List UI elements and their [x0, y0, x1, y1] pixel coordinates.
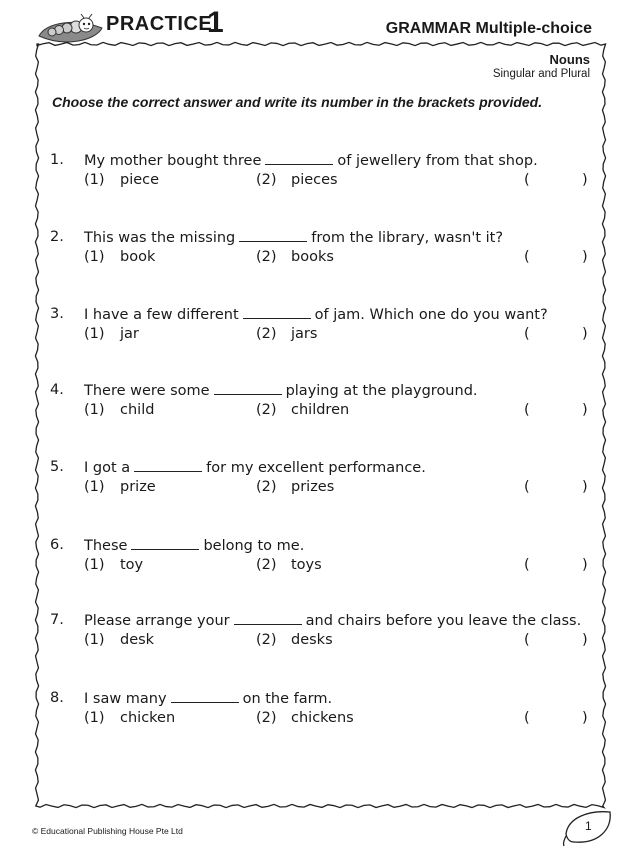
option-1-text: prize — [120, 479, 156, 495]
option-1-text: jar — [120, 326, 139, 342]
option-1-text: toy — [120, 557, 144, 573]
option-1-number: (1) — [84, 557, 105, 573]
answer-bracket-close[interactable]: ) — [582, 249, 588, 265]
answer-bracket-close[interactable]: ) — [582, 172, 588, 188]
option-2-number: (2) — [256, 249, 277, 265]
stem-after-blank: on the farm. — [242, 691, 333, 707]
stem-before-blank: Please arrange your — [84, 613, 230, 629]
subject-heading — [386, 20, 592, 38]
topic-subtitle: Singular and Plural — [492, 68, 590, 80]
stem-after-blank: playing at the playground. — [285, 383, 478, 399]
option-2-text: chickens — [291, 710, 354, 726]
answer-bracket-open[interactable]: ( — [524, 249, 530, 265]
question-item — [50, 306, 595, 354]
question-item — [50, 690, 595, 738]
stem-before-blank: I got a — [84, 460, 131, 476]
answer-bracket-open[interactable]: ( — [524, 479, 530, 495]
answer-bracket-open[interactable]: ( — [524, 326, 530, 342]
topic-block — [493, 52, 590, 80]
question-stem — [84, 690, 332, 707]
option-2-text: desks — [291, 632, 333, 648]
option-2-text: prizes — [291, 479, 335, 495]
option-1-text: chicken — [120, 710, 176, 726]
question-item — [50, 152, 595, 200]
question-stem — [84, 612, 581, 629]
option-1-text: desk — [120, 632, 155, 648]
question-number: 2. — [50, 229, 64, 245]
stem-before-blank: This was the missing — [84, 230, 236, 246]
question-number: 5. — [50, 459, 64, 475]
question-item — [50, 612, 595, 660]
answer-bracket-close[interactable]: ) — [582, 557, 588, 573]
question-number: 3. — [50, 306, 64, 322]
option-2-text: books — [291, 249, 334, 265]
option-2-text: jars — [291, 326, 318, 342]
subject-type: Multiple-choice — [475, 20, 592, 37]
answer-blank[interactable] — [243, 306, 311, 319]
stem-before-blank: My mother bought three — [84, 153, 262, 169]
stem-before-blank: I have a few different — [84, 307, 239, 323]
copyright-text: © Educational Publishing House Pte Ltd — [32, 826, 183, 836]
practice-label: PRACTICE — [106, 13, 213, 35]
answer-blank[interactable] — [265, 152, 333, 165]
answer-blank[interactable] — [234, 612, 302, 625]
option-2-text: pieces — [291, 172, 338, 188]
question-stem — [84, 306, 548, 323]
question-stem — [84, 382, 478, 399]
option-1-number: (1) — [84, 632, 105, 648]
answer-bracket-close[interactable]: ) — [582, 402, 588, 418]
answer-bracket-close[interactable]: ) — [582, 632, 588, 648]
question-number: 6. — [50, 537, 64, 553]
stem-after-blank: and chairs before you leave the class. — [305, 613, 582, 629]
stem-after-blank: from the library, wasn't it? — [311, 230, 504, 246]
question-stem — [84, 537, 304, 554]
question-number: 7. — [50, 612, 64, 628]
page-number: 1 — [585, 819, 592, 833]
stem-after-blank: of jam. Which one do you want? — [314, 307, 548, 323]
option-1-number: (1) — [84, 172, 105, 188]
question-stem — [84, 459, 426, 476]
answer-blank[interactable] — [134, 459, 202, 472]
option-2-number: (2) — [256, 402, 277, 418]
option-2-number: (2) — [256, 710, 277, 726]
option-2-text: children — [291, 402, 350, 418]
question-stem — [84, 152, 538, 169]
stem-after-blank: for my excellent performance. — [206, 460, 426, 476]
subject-bold: GRAMMAR — [385, 20, 472, 37]
option-1-number: (1) — [84, 479, 105, 495]
option-2-number: (2) — [256, 557, 277, 573]
answer-bracket-open[interactable]: ( — [524, 710, 530, 726]
question-number: 1. — [50, 152, 64, 168]
answer-blank[interactable] — [171, 690, 239, 703]
answer-bracket-close[interactable]: ) — [582, 479, 588, 495]
question-item — [50, 229, 595, 277]
option-1-number: (1) — [84, 249, 105, 265]
option-1-number: (1) — [84, 326, 105, 342]
stem-before-blank: There were some — [84, 383, 210, 399]
topic-title: Nouns — [549, 52, 590, 67]
question-stem — [84, 229, 503, 246]
practice-number: 1 — [207, 6, 224, 39]
stem-before-blank: I saw many — [84, 691, 167, 707]
answer-bracket-open[interactable]: ( — [524, 632, 530, 648]
question-item — [50, 459, 595, 507]
option-1-text: book — [120, 249, 156, 265]
stem-before-blank: These — [84, 538, 128, 554]
option-1-number: (1) — [84, 402, 105, 418]
option-1-number: (1) — [84, 710, 105, 726]
answer-bracket-close[interactable]: ) — [582, 326, 588, 342]
option-1-text: child — [120, 402, 155, 418]
stem-after-blank: of jewellery from that shop. — [337, 153, 538, 169]
question-item — [50, 382, 595, 430]
option-2-number: (2) — [256, 479, 277, 495]
option-2-number: (2) — [256, 632, 277, 648]
answer-bracket-open[interactable]: ( — [524, 172, 530, 188]
answer-bracket-close[interactable]: ) — [582, 710, 588, 726]
answer-blank[interactable] — [131, 537, 199, 550]
instruction-text: Choose the correct answer and write its number in the brackets provided. — [52, 94, 543, 110]
question-item — [50, 537, 595, 585]
answer-blank[interactable] — [214, 382, 282, 395]
answer-bracket-open[interactable]: ( — [524, 402, 530, 418]
answer-blank[interactable] — [239, 229, 307, 242]
answer-bracket-open[interactable]: ( — [524, 557, 530, 573]
question-number: 4. — [50, 382, 64, 398]
option-1-text: piece — [120, 172, 160, 188]
stem-after-blank: belong to me. — [203, 538, 305, 554]
option-2-text: toys — [291, 557, 322, 573]
option-2-number: (2) — [256, 326, 277, 342]
question-number: 8. — [50, 690, 64, 706]
option-2-number: (2) — [256, 172, 277, 188]
